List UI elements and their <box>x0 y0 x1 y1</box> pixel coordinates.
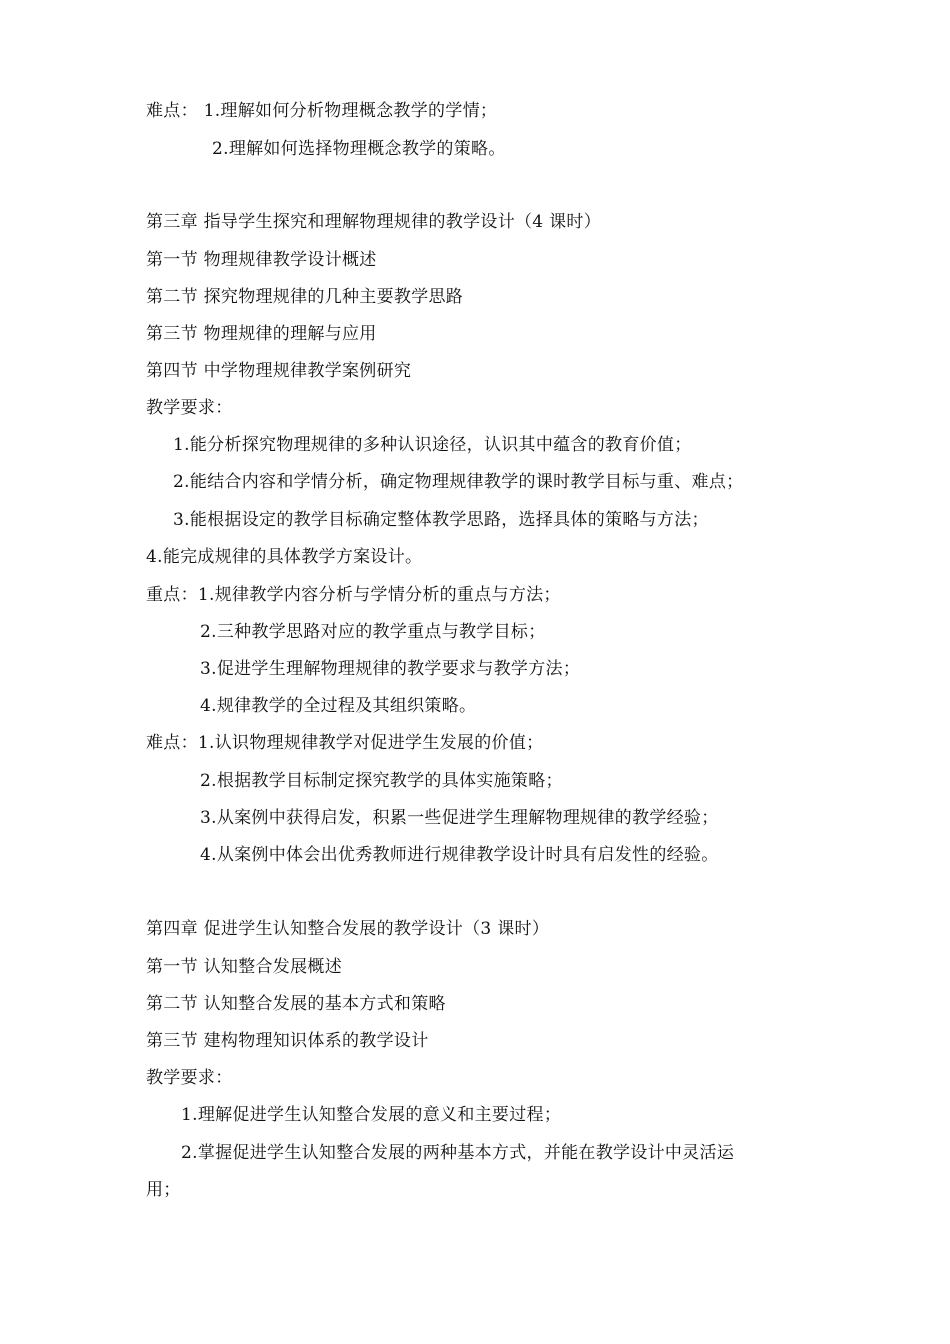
chapter-3-section-3: 第三节 物理规律的理解与应用 <box>146 324 377 344</box>
difficulty-line-2: 2.理解如何选择物理概念教学的策略。 <box>212 139 506 159</box>
requirement-2: 2.能结合内容和学情分析，确定物理规律教学的课时教学目标与重、难点； <box>173 472 744 492</box>
requirement-4: 4.能完成规律的具体教学方案设计。 <box>146 547 423 567</box>
key-points-line-1: 重点：1.规律教学内容分析与学情分析的重点与方法； <box>146 585 561 605</box>
chapter-4-section-3: 第三节 建构物理知识体系的教学设计 <box>146 1031 429 1051</box>
difficulties-line-2: 2.根据教学目标制定探究教学的具体实施策略； <box>200 771 563 791</box>
difficulty-heading-line-1: 难点： 1.理解如何分析物理概念教学的学情； <box>146 101 498 121</box>
chapter-4-requirement-2-cont: 用； <box>146 1180 181 1200</box>
key-points-line-2: 2.三种教学思路对应的教学重点与教学目标； <box>200 622 546 642</box>
key-points-line-3: 3.促进学生理解物理规律的教学要求与教学方法； <box>200 659 581 679</box>
difficulties-line-4: 4.从案例中体会出优秀教师进行规律教学设计时具有启发性的经验。 <box>200 845 719 865</box>
chapter-3-section-2: 第二节 探究物理规律的几种主要教学思路 <box>146 287 464 307</box>
difficulties-line-3: 3.从案例中获得启发，积累一些促进学生理解物理规律的教学经验； <box>200 808 719 828</box>
key-points-line-4: 4.规律教学的全过程及其组织策略。 <box>200 696 477 716</box>
teaching-requirements-heading-2: 教学要求： <box>146 1068 233 1088</box>
chapter-4-section-2: 第二节 认知整合发展的基本方式和策略 <box>146 994 446 1014</box>
teaching-requirements-heading: 教学要求： <box>146 398 233 418</box>
chapter-3-title: 第三章 指导学生探究和理解物理规律的教学设计（4 课时） <box>146 212 602 232</box>
chapter-3-section-1: 第一节 物理规律教学设计概述 <box>146 250 377 270</box>
requirement-3: 3.能根据设定的教学目标确定整体教学思路，选择具体的策略与方法； <box>173 510 709 530</box>
chapter-3-section-4: 第四节 中学物理规律教学案例研究 <box>146 361 412 381</box>
chapter-4-title: 第四章 促进学生认知整合发展的教学设计（3 课时） <box>146 919 550 939</box>
chapter-4-requirement-2: 2.掌握促进学生认知整合发展的两种基本方式，并能在教学设计中灵活运 <box>181 1143 735 1163</box>
chapter-4-requirement-1: 1.理解促进学生认知整合发展的意义和主要过程； <box>181 1105 562 1125</box>
chapter-4-section-1: 第一节 认知整合发展概述 <box>146 957 343 977</box>
requirement-1: 1.能分析探究物理规律的多种认识途径，认识其中蕴含的教育价值； <box>173 435 692 455</box>
difficulties-line-1: 难点：1.认识物理规律教学对促进学生发展的价值； <box>146 733 544 753</box>
